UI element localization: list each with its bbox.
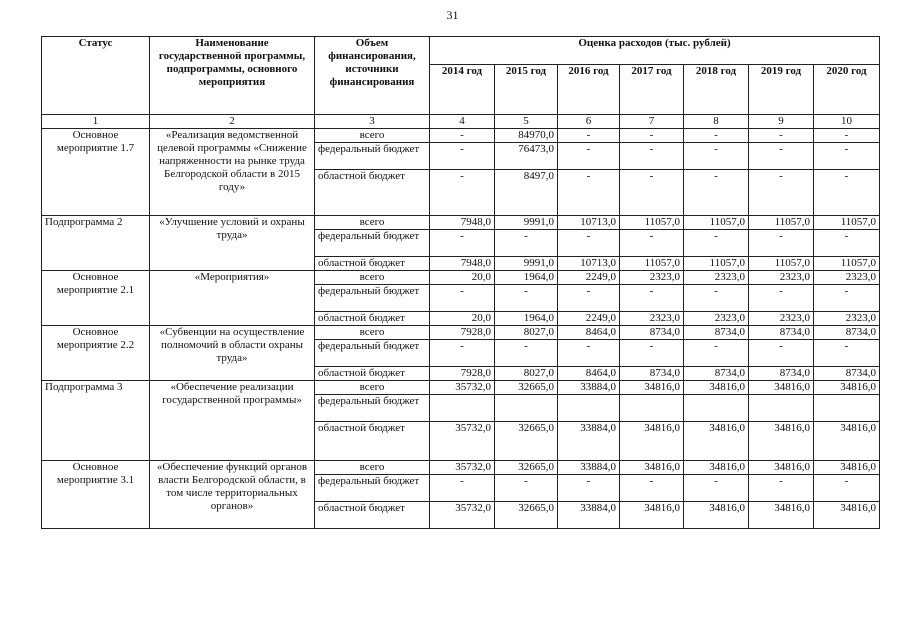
expense-value: 2249,0 — [558, 312, 620, 326]
expense-value: 2249,0 — [558, 271, 620, 285]
row-program-name: «Реализация ведомственной целевой программы «Снижение напряженности на рынке труда Белгородской области в 2015 году» — [150, 129, 315, 216]
expense-value: 32665,0 — [495, 461, 558, 475]
table-row — [42, 271, 880, 285]
expense-value — [814, 395, 880, 422]
funding-source: федеральный бюджет — [315, 395, 430, 422]
expense-value: - — [620, 340, 684, 367]
header-year: 2020 год — [814, 65, 880, 115]
table-row — [42, 129, 880, 143]
expense-value: - — [684, 129, 749, 143]
row-program-name: «Мероприятия» — [150, 271, 315, 326]
expense-value: 9991,0 — [495, 257, 558, 271]
expense-value: - — [684, 340, 749, 367]
expense-value: 8734,0 — [749, 367, 814, 381]
row-program-name: «Обеспечение реализации государственной программы» — [150, 381, 315, 461]
expense-value: 7948,0 — [430, 257, 495, 271]
expense-value: 11057,0 — [814, 216, 880, 230]
expense-value: 34816,0 — [814, 461, 880, 475]
expense-value: 8734,0 — [620, 367, 684, 381]
expense-value: 33884,0 — [558, 461, 620, 475]
header-estimate: Оценка расходов (тыс. рублей) — [430, 37, 880, 65]
expense-value: - — [749, 475, 814, 502]
expense-value: - — [814, 143, 880, 170]
expense-value: - — [430, 285, 495, 312]
expense-value: 34816,0 — [684, 422, 749, 461]
expense-value: 33884,0 — [558, 422, 620, 461]
row-status: Основное мероприятие 2.1 — [42, 271, 150, 326]
expense-value: - — [620, 285, 684, 312]
expense-value: - — [749, 285, 814, 312]
expense-value: - — [430, 230, 495, 257]
column-index: 3 — [315, 115, 430, 129]
funding-source: областной бюджет — [315, 312, 430, 326]
expense-value: 34816,0 — [814, 422, 880, 461]
expense-value: 34816,0 — [684, 461, 749, 475]
expense-value: - — [814, 230, 880, 257]
column-index: 8 — [684, 115, 749, 129]
expense-value: 35732,0 — [430, 461, 495, 475]
header-year: 2016 год — [558, 65, 620, 115]
funding-source: всего — [315, 216, 430, 230]
expense-value: 35732,0 — [430, 502, 495, 529]
header-volume: Объем финансирования, источники финансирования — [315, 37, 430, 115]
expense-value: - — [430, 475, 495, 502]
expense-value: 8734,0 — [814, 326, 880, 340]
expense-value: - — [684, 143, 749, 170]
expense-value — [684, 395, 749, 422]
expense-value: - — [814, 285, 880, 312]
expense-value: 2323,0 — [620, 271, 684, 285]
expense-value: - — [430, 340, 495, 367]
expense-value — [620, 395, 684, 422]
header-year: 2014 год — [430, 65, 495, 115]
header-status: Статус — [42, 37, 150, 115]
expense-value: 34816,0 — [684, 502, 749, 529]
funding-source: всего — [315, 461, 430, 475]
expense-value: - — [814, 129, 880, 143]
expense-value: - — [814, 170, 880, 216]
row-status: Основное мероприятие 3.1 — [42, 461, 150, 529]
funding-source: областной бюджет — [315, 367, 430, 381]
page-number: 31 — [446, 8, 459, 22]
expense-value — [495, 395, 558, 422]
funding-source: федеральный бюджет — [315, 230, 430, 257]
expense-value: 20,0 — [430, 271, 495, 285]
expense-value — [430, 395, 495, 422]
funding-source: всего — [315, 326, 430, 340]
expense-value: - — [620, 230, 684, 257]
expense-value: - — [430, 143, 495, 170]
budget-table — [41, 36, 880, 529]
table-row — [42, 381, 880, 395]
column-index: 1 — [42, 115, 150, 129]
expense-value — [558, 395, 620, 422]
expense-value: 76473,0 — [495, 143, 558, 170]
table-body — [42, 129, 880, 529]
expense-value: 32665,0 — [495, 502, 558, 529]
expense-value: 34816,0 — [620, 502, 684, 529]
row-program-name: «Субвенции на осуществление полномочий в области охраны труда» — [150, 326, 315, 381]
expense-value: - — [684, 285, 749, 312]
expense-value: 11057,0 — [684, 216, 749, 230]
expense-value: 84970,0 — [495, 129, 558, 143]
row-program-name: «Обеспечение функций органов власти Белгородской области, в том числе территориальных органов» — [150, 461, 315, 529]
expense-value: 33884,0 — [558, 502, 620, 529]
row-status: Подпрограмма 2 — [42, 216, 150, 271]
row-status: Основное мероприятие 2.2 — [42, 326, 150, 381]
column-index: 6 — [558, 115, 620, 129]
funding-source: всего — [315, 129, 430, 143]
funding-source: областной бюджет — [315, 170, 430, 216]
expense-value: 1964,0 — [495, 312, 558, 326]
funding-source: всего — [315, 271, 430, 285]
funding-source: федеральный бюджет — [315, 475, 430, 502]
expense-value: - — [684, 475, 749, 502]
expense-value: 2323,0 — [684, 312, 749, 326]
expense-value: 34816,0 — [814, 502, 880, 529]
expense-value: 34816,0 — [620, 422, 684, 461]
expense-value: - — [558, 475, 620, 502]
expense-value: 7948,0 — [430, 216, 495, 230]
funding-source: областной бюджет — [315, 257, 430, 271]
expense-value: 11057,0 — [814, 257, 880, 271]
expense-value: 32665,0 — [495, 381, 558, 395]
expense-value: - — [558, 340, 620, 367]
funding-source: всего — [315, 381, 430, 395]
table-row — [42, 461, 880, 475]
column-index: 9 — [749, 115, 814, 129]
expense-value: 8027,0 — [495, 367, 558, 381]
expense-value: 8734,0 — [620, 326, 684, 340]
header-name: Наименование государственной программы, подпрограммы, основного мероприятия — [150, 37, 315, 115]
expense-value: 35732,0 — [430, 422, 495, 461]
expense-value: - — [684, 170, 749, 216]
table-header — [42, 37, 880, 129]
expense-value: 34816,0 — [749, 422, 814, 461]
expense-value: - — [495, 475, 558, 502]
expense-value: - — [749, 230, 814, 257]
expense-value: 34816,0 — [814, 381, 880, 395]
expense-value: 34816,0 — [749, 502, 814, 529]
expense-value: 34816,0 — [620, 381, 684, 395]
row-program-name: «Улучшение условий и охраны труда» — [150, 216, 315, 271]
expense-value: - — [814, 340, 880, 367]
expense-value: 1964,0 — [495, 271, 558, 285]
expense-value: 11057,0 — [749, 216, 814, 230]
expense-value: 11057,0 — [749, 257, 814, 271]
expense-value: 11057,0 — [620, 257, 684, 271]
header-year: 2019 год — [749, 65, 814, 115]
expense-value: 2323,0 — [814, 312, 880, 326]
funding-source: федеральный бюджет — [315, 340, 430, 367]
expense-value: - — [558, 129, 620, 143]
expense-value: - — [495, 340, 558, 367]
expense-value: 8027,0 — [495, 326, 558, 340]
column-index: 2 — [150, 115, 315, 129]
expense-value: - — [814, 475, 880, 502]
expense-value: 8497,0 — [495, 170, 558, 216]
expense-value: - — [749, 340, 814, 367]
expense-value: 20,0 — [430, 312, 495, 326]
expense-value: 2323,0 — [814, 271, 880, 285]
column-index: 5 — [495, 115, 558, 129]
funding-source: федеральный бюджет — [315, 285, 430, 312]
row-status: Основное мероприятие 1.7 — [42, 129, 150, 216]
expense-value: 11057,0 — [620, 216, 684, 230]
expense-value: 2323,0 — [749, 312, 814, 326]
expense-value: - — [495, 285, 558, 312]
expense-value — [749, 395, 814, 422]
expense-value: 8734,0 — [814, 367, 880, 381]
expense-value: 34816,0 — [620, 461, 684, 475]
expense-value: 33884,0 — [558, 381, 620, 395]
header-year: 2015 год — [495, 65, 558, 115]
expense-value: - — [558, 285, 620, 312]
header-year: 2018 год — [684, 65, 749, 115]
expense-value: 9991,0 — [495, 216, 558, 230]
expense-value: - — [684, 230, 749, 257]
expense-value: 8734,0 — [749, 326, 814, 340]
expense-value: - — [620, 129, 684, 143]
expense-value: - — [749, 170, 814, 216]
expense-value: - — [430, 170, 495, 216]
expense-value: 8734,0 — [684, 326, 749, 340]
expense-value: 2323,0 — [684, 271, 749, 285]
expense-value: - — [558, 230, 620, 257]
expense-value: 34816,0 — [684, 381, 749, 395]
expense-value: 7928,0 — [430, 326, 495, 340]
expense-value: - — [749, 129, 814, 143]
expense-value: - — [749, 143, 814, 170]
expense-value: 8734,0 — [684, 367, 749, 381]
column-index: 4 — [430, 115, 495, 129]
expense-value: - — [620, 170, 684, 216]
expense-value: 10713,0 — [558, 257, 620, 271]
expense-value: 8464,0 — [558, 367, 620, 381]
funding-source: областной бюджет — [315, 422, 430, 461]
expense-value: 32665,0 — [495, 422, 558, 461]
expense-value: - — [558, 170, 620, 216]
expense-value: 34816,0 — [749, 461, 814, 475]
expense-value: 35732,0 — [430, 381, 495, 395]
column-index: 10 — [814, 115, 880, 129]
header-year: 2017 год — [620, 65, 684, 115]
expense-value: - — [558, 143, 620, 170]
index-row — [42, 115, 880, 129]
expense-value: - — [620, 143, 684, 170]
expense-value: - — [620, 475, 684, 502]
expense-value: 2323,0 — [749, 271, 814, 285]
expense-value: - — [495, 230, 558, 257]
expense-value: 8464,0 — [558, 326, 620, 340]
expense-value: - — [430, 129, 495, 143]
funding-source: федеральный бюджет — [315, 143, 430, 170]
funding-source: областной бюджет — [315, 502, 430, 529]
table-row — [42, 216, 880, 230]
expense-value: 34816,0 — [749, 381, 814, 395]
column-index: 7 — [620, 115, 684, 129]
expense-value: 7928,0 — [430, 367, 495, 381]
row-status: Подпрограмма 3 — [42, 381, 150, 461]
expense-value: 11057,0 — [684, 257, 749, 271]
table-row — [42, 326, 880, 340]
expense-value: 10713,0 — [558, 216, 620, 230]
expense-value: 2323,0 — [620, 312, 684, 326]
